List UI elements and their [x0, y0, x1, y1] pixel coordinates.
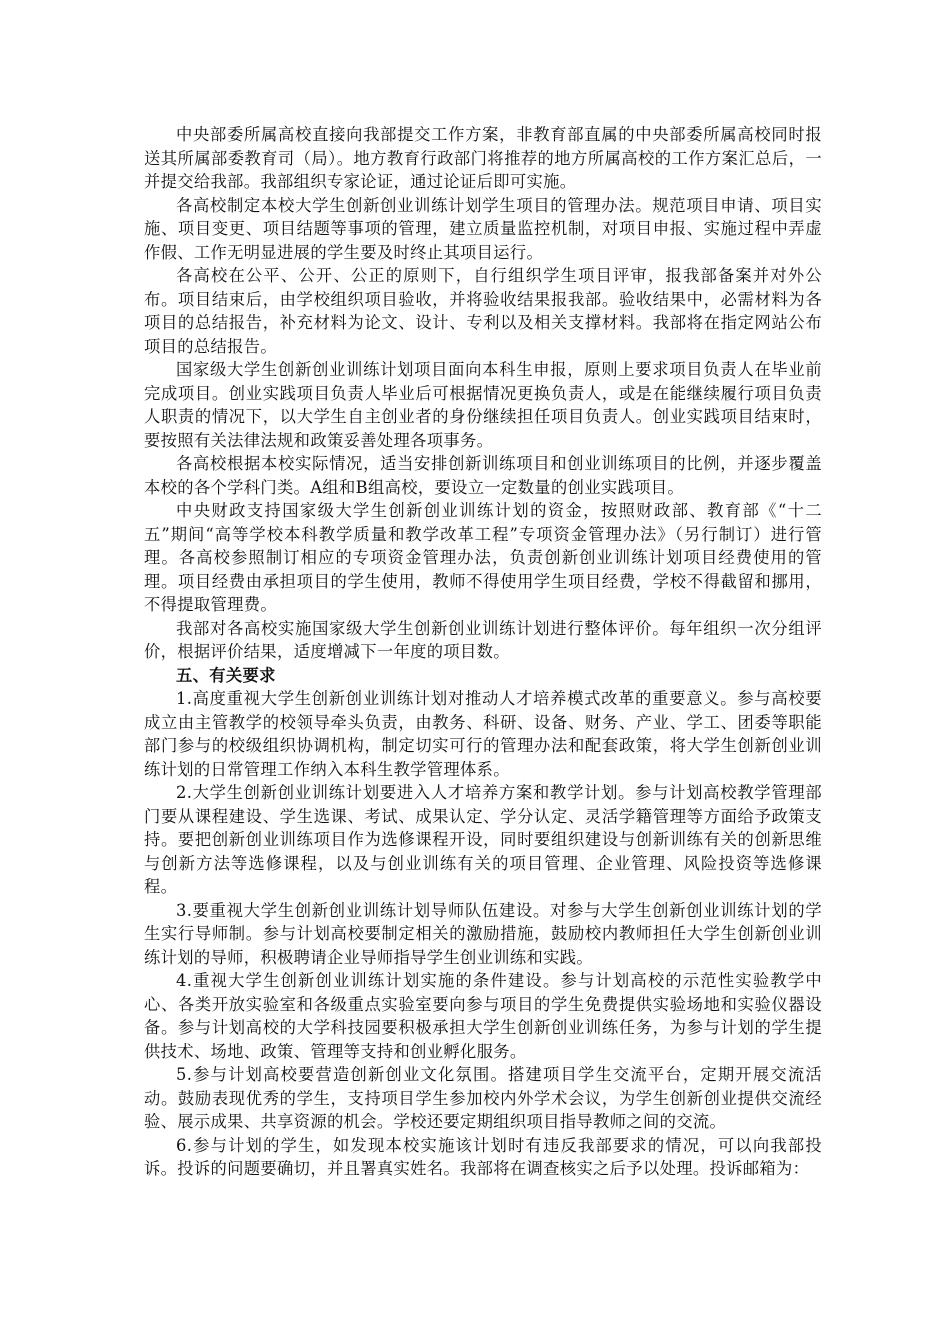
section-heading: 五、有关要求 — [176, 665, 276, 685]
requirement-item-4: 4.重视大学生创新创业训练计划实施的条件建设。参与计划高校的示范性实验教学中心、各类开放实验室和各级重点实验室要向参与项目的学生免费提供实验场地和实验仪器设备。参与计划高校的大学科技园要积极承担大学生创新创业训练任务，为参与计划的学生提供技术、场地、政策、管理等支持和创业孵化服务。 — [144, 971, 822, 1061]
requirement-item-5: 5.参与计划高校要营造创新创业文化氛围。搭建项目学生交流平台，定期开展交流活动。鼓励表现优秀的学生，支持项目学生参加校内外学术会议，为学生创新创业提供交流经验、展示成果、共享资源的机会。学校还要定期组织项目指导教师之间的交流。 — [144, 1065, 822, 1131]
requirement-item-2: 2.大学生创新创业训练计划要进入人才培养方案和教学计划。参与计划高校教学管理部门要从课程建设、学生选课、考试、成果认定、学分认定、灵活学籍管理等方面给予政策支持。要把创新创业训练项目作为选修课程开设，同时要组织建设与创新训练有关的创新思维与创新方法等选修课程，以及与创业训练有关的项目管理、企业管理、风险投资等选修课程。 — [144, 783, 822, 896]
paragraph-submission: 中央部委所属高校直接向我部提交工作方案，非教育部直属的中央部委所属高校同时报送其所属部委教育司（局）。地方教育行政部门将推荐的地方所属高校的工作方案汇总后，一并提交给我部。我部组织专家论证，通过论证后即可实施。 — [144, 125, 822, 191]
paragraph-evaluation: 我部对各高校实施国家级大学生创新创业训练计划进行整体评价。每年组织一次分组评价，根据评价结果，适度增减下一年度的项目数。 — [144, 618, 822, 661]
document-page — [144, 123, 822, 1181]
requirement-item-6: 6.参与计划的学生，如发现本校实施该计划时有违反我部要求的情况，可以向我部投诉。投诉的问题要确切，并且署真实姓名。我部将在调查核实之后予以处理。投诉邮箱为： — [144, 1135, 822, 1178]
requirement-item-1: 1.高度重视大学生创新创业训练计划对推动人才培养模式改革的重要意义。参与高校要成立由主管教学的校领导牵头负责，由教务、科研、设备、财务、产业、学工、团委等职能部门参与的校级组织协调机构，制定切实可行的管理办法和配套政策，将大学生创新创业训练计划的日常管理工作纳入本科生教学管理体系。 — [144, 689, 822, 779]
paragraph-project-ratio: 各高校根据本校实际情况，适当安排创新训练项目和创业训练项目的比例，并逐步覆盖本校的各个学科门类。A组和B组高校，要设立一定数量的创业实践项目。 — [144, 454, 822, 497]
paragraph-funding: 中央财政支持国家级大学生创新创业训练计划的资金，按照财政部、教育部《“十二五”期间“高等学校本科教学质量和教学改革工程”专项资金管理办法》（另行制订）进行管理。各高校参照制订相应的专项资金管理办法，负责创新创业训练计划项目经费使用的管理。项目经费由承担项目的学生使用，教师不得使用学生项目经费，学校不得截留和挪用，不得提取管理费。 — [144, 501, 822, 614]
paragraph-review: 各高校在公平、公开、公正的原则下，自行组织学生项目评审，报我部备案并对外公布。项目结束后，由学校组织项目验收，并将验收结果报我部。验收结果中，必需材料为各项目的总结报告，补充材料为论文、设计、专利以及相关支撑材料。我部将在指定网站公布项目的总结报告。 — [144, 266, 822, 356]
paragraph-eligibility: 国家级大学生创新创业训练计划项目面向本科生申报，原则上要求项目负责人在毕业前完成项目。创业实践项目负责人毕业后可根据情况更换负责人，或是在能继续履行项目负责人职责的情况下，以大学生自主创业者的身份继续担任项目负责人。创业实践项目结束时，要按照有关法律法规和政策妥善处理各项事务。 — [144, 360, 822, 450]
paragraph-management-rules: 各高校制定本校大学生创新创业训练计划学生项目的管理办法。规范项目申请、项目实施、项目变更、项目结题等事项的管理，建立质量监控机制，对项目申报、实施过程中弄虚作假、工作无明显进展的学生要及时终止其项目运行。 — [144, 195, 822, 262]
requirement-item-3: 3.要重视大学生创新创业训练计划导师队伍建设。对参与大学生创新创业训练计划的学生实行导师制。参与计划高校要制定相关的激励措施，鼓励校内教师担任大学生创新创业训练计划的导师，积极聘请企业导师指导学生创业训练和实践。 — [144, 900, 822, 967]
